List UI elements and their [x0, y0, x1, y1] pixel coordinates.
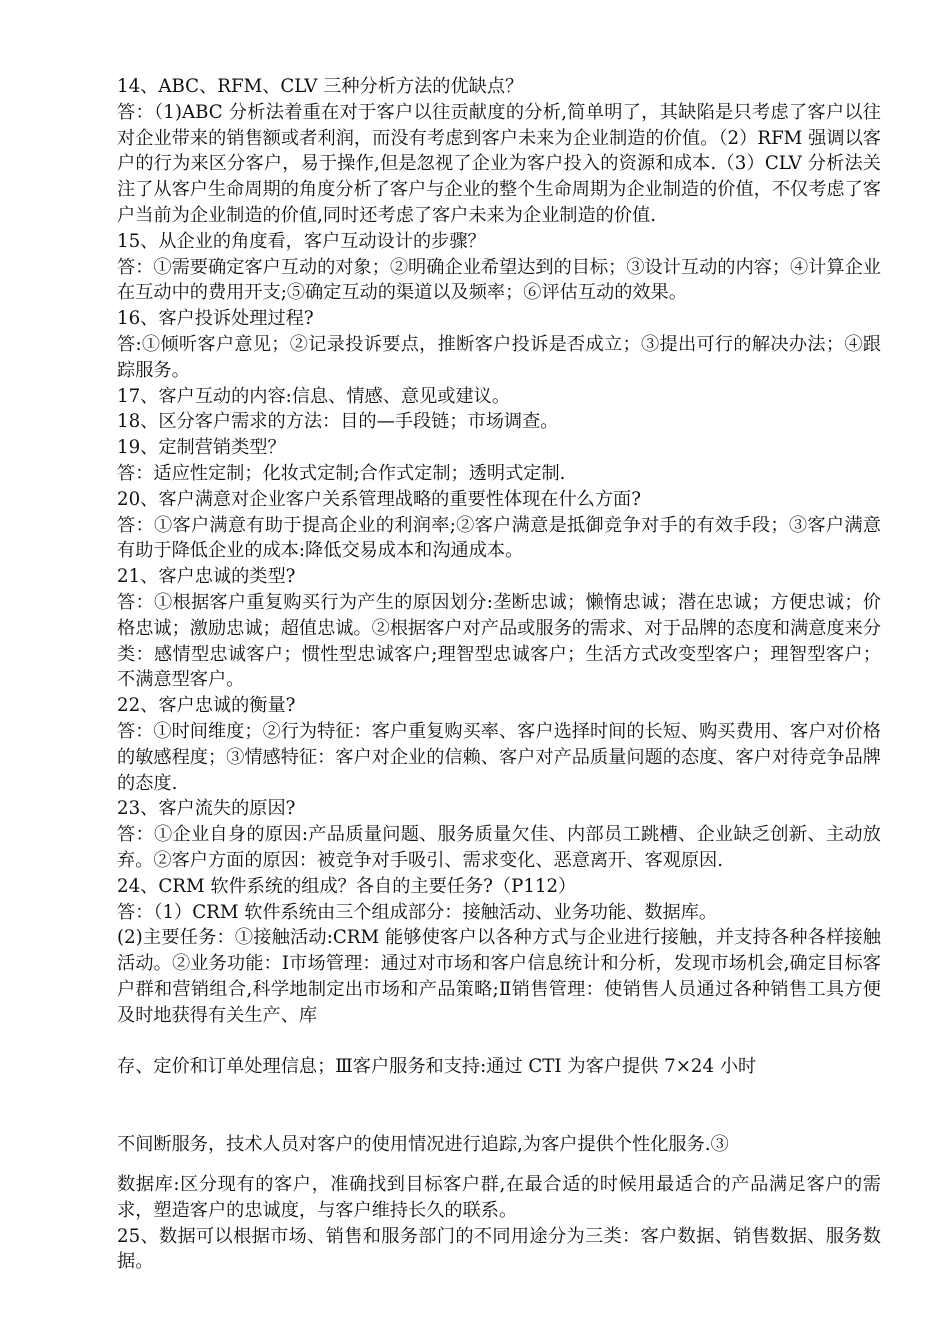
item-25: 25、数据可以根据市场、销售和服务部门的不同用途分为三类：客户数据、销售数据、服务数据。: [117, 1225, 881, 1273]
answer-19: 答：适应性定制；化妆式定制;合作式定制；透明式定制.: [117, 462, 566, 484]
answer-23: 答：①企业自身的原因:产品质量问题、服务质量欠佳、内部员工跳槽、企业缺乏创新、主动放弃。②客户方面的原因：被竞争对手吸引、需求变化、恶意离开、客观原因.: [117, 824, 881, 871]
answer-14: 答：（1)ABC 分析法着重在对于客户以往贡献度的分析,简单明了，其缺陷是只考虑了客户以往对企业带来的销售额或者利润，而没有考虑到客户未来为企业制造的价值。（2）RFM 强调以客户的行为来区分客户，易于操作,但是忽视了企业为客户投入的资源和成本.（3）CLV 分析法关注了从客户生命周期的角度分析了客户与企业的整个生命周期为企业制造的价值，不仅考虑了客户当前为企业制造的价值,同时还考虑了客户未来为企业制造的价值.: [117, 101, 881, 226]
question-22: 22、客户忠诚的衡量?: [117, 695, 296, 717]
item-18: 18、区分客户需求的方法：目的—手段链；市场调查。: [117, 411, 559, 433]
question-16: 16、客户投诉处理过程?: [117, 308, 314, 330]
answer-24-database: 数据库:区分现有的客户，准确找到目标客户群,在最合适的时候用最适合的产品满足客户的需求，塑造客户的忠诚度，与客户维持长久的联系。: [117, 1174, 881, 1221]
question-14: 14、ABC、RFM、CLV 三种分析方法的优缺点？: [117, 76, 524, 97]
line-gap: [117, 1080, 881, 1106]
item-17: 17、客户互动的内容:信息、情感、意见或建议。: [117, 385, 511, 407]
answer-24-part2: (2)主要任务：①接触活动:CRM 能够使客户以各种方式与企业进行接触，并支持各种各样接触活动。②业务功能：Ⅰ市场管理：通过对市场和客户信息统计和分析，发现市场机会,确定目标客户群和营销组合,科学地制定出市场和产品策略;Ⅱ销售管理：使销售人员通过各种销售工具方便及时地获得有关生产、库: [117, 927, 881, 1026]
answer-22: 答：①时间维度；②行为特征：客户重复购买率、客户选择时间的长短、购买费用、客户对价格的敏感程度；③情感特征：客户对企业的信赖、客户对产品质量问题的态度、客户对待竞争品牌的态度.: [117, 720, 881, 794]
question-19: 19、定制营销类型？: [117, 437, 286, 459]
question-24: 24、CRM 软件系统的组成？各自的主要任务?（P112）: [117, 875, 577, 897]
line-gap: [117, 1028, 881, 1054]
answer-21: 答：①根据客户重复购买行为产生的原因划分:垄断忠诚；懒惰忠诚；潜在忠诚；方便忠诚；价格忠诚；激励忠诚；超值忠诚。②根据客户对产品或服务的需求、对于品牌的态度和满意度来分类：感情型忠诚客户；惯性型忠诚客户;理智型忠诚客户；生活方式改变型客户；理智型客户；不满意型客户。: [117, 591, 881, 691]
question-15: 15、从企业的角度看，客户互动设计的步骤？: [117, 230, 486, 252]
answer-24-part1: 答：（1）CRM 软件系统由三个组成部分：接触活动、业务功能、数据库。: [117, 901, 718, 923]
answer-20: 答：①客户满意有助于提高企业的利润率;②客户满意是抵御竞争对手的有效手段；③客户满意有助于降低企业的成本:降低交易成本和沟通成本。: [117, 514, 881, 562]
document-body: [117, 74, 881, 1275]
question-20: 20、客户满意对企业客户关系管理战略的重要性体现在什么方面?: [117, 488, 641, 510]
line-gap: [117, 1158, 881, 1172]
question-23: 23、客户流失的原因?: [117, 798, 296, 820]
answer-24-line-tracking: 不间断服务，技术人员对客户的使用情况进行追踪,为客户提供个性化服务.③: [117, 1134, 729, 1156]
answer-15: 答：①需要确定客户互动的对象；②明确企业希望达到的目标；③设计互动的内容；④计算企业在互动中的费用开支;⑤确定互动的渠道以及频率；⑥评估互动的效果。: [117, 256, 881, 304]
answer-16: 答:①倾听客户意见；②记录投诉要点，推断客户投诉是否成立；③提出可行的解决办法；④跟踪服务。: [117, 333, 881, 381]
question-21: 21、客户忠诚的类型?: [117, 566, 296, 588]
answer-24-line-customer-service: 存、定价和订单处理信息；Ⅲ客户服务和支持:通过 CTI 为客户提供 7×24 小时: [117, 1056, 757, 1078]
line-gap: [117, 1106, 881, 1132]
